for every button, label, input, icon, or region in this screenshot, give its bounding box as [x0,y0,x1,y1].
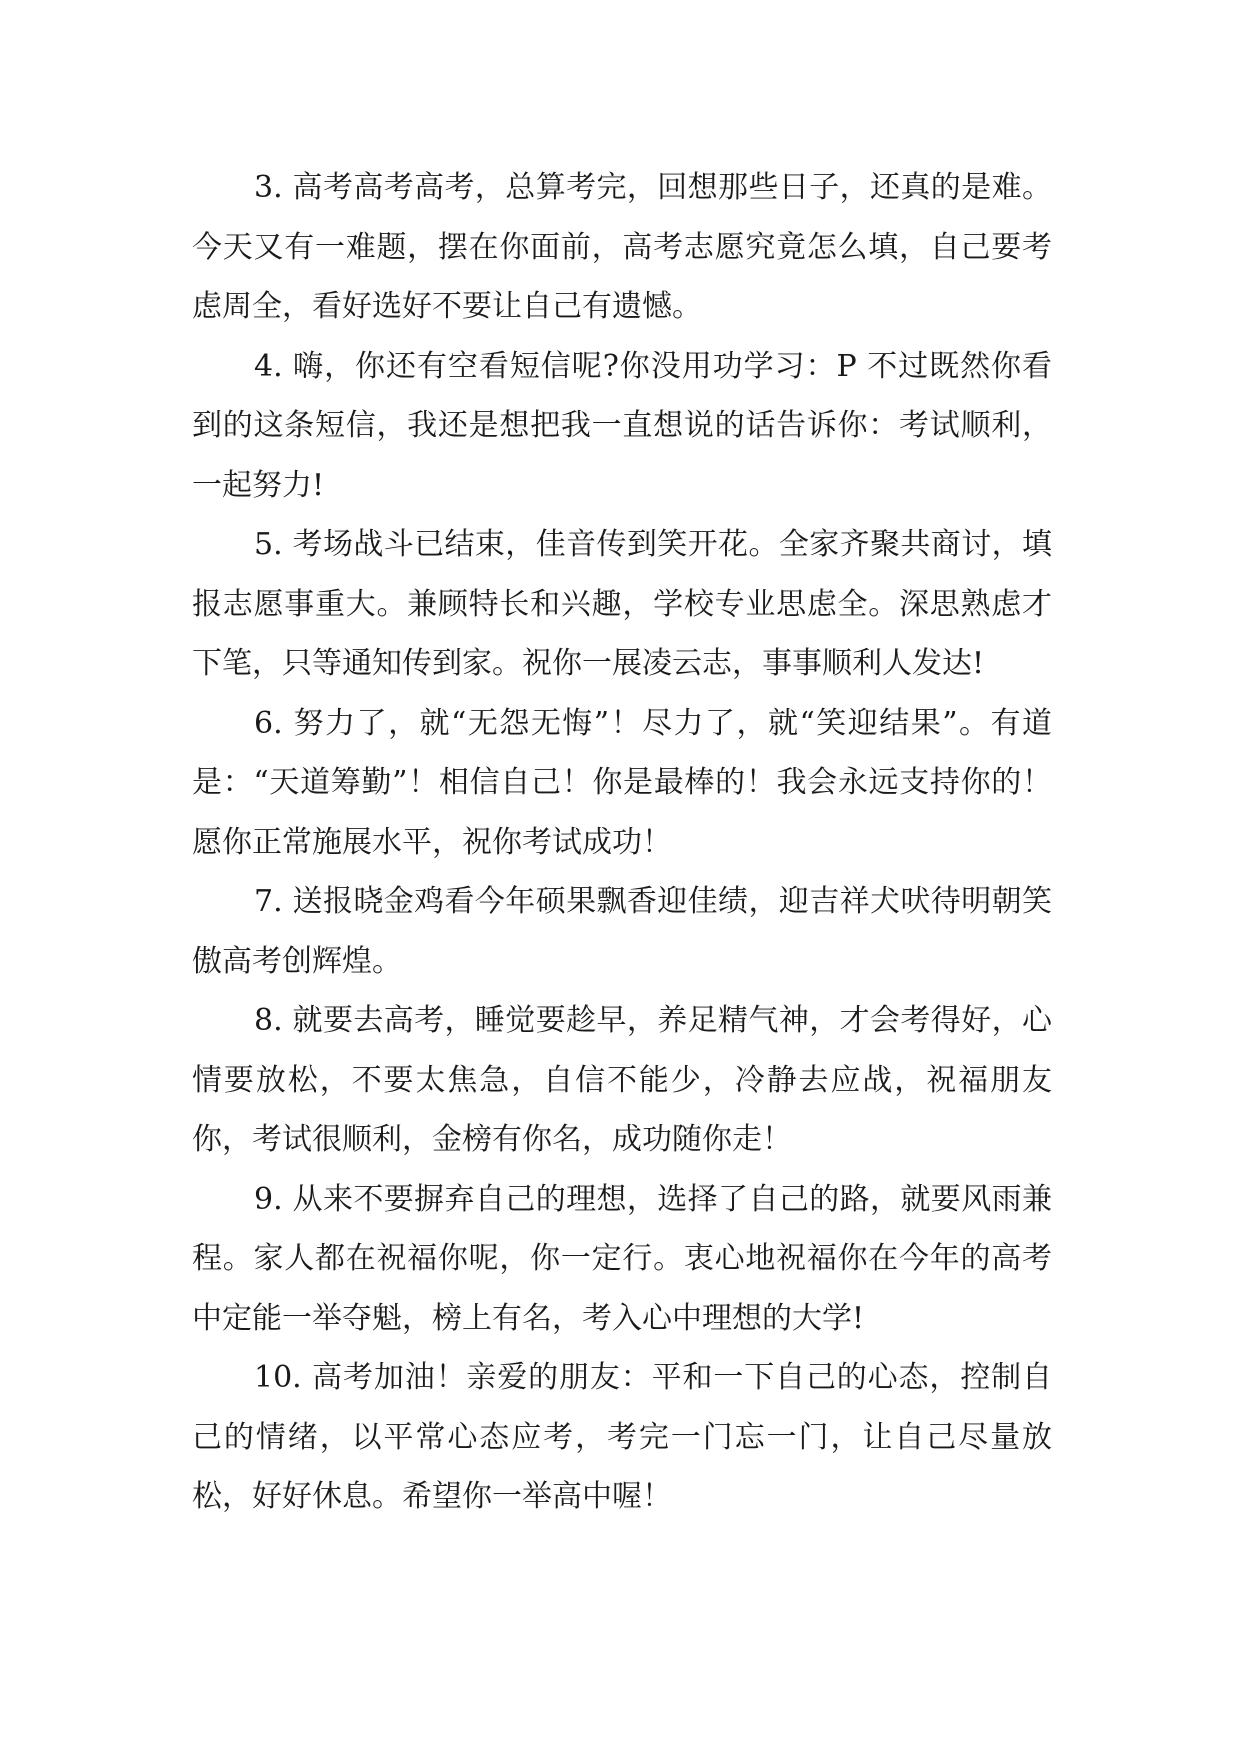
paragraph-4: 4. 嗨，你还有空看短信呢?你没用功学习：P 不过既然你看到的这条短信，我还是想把我一直想说的话告诉你：考试顺利，一起努力! [192,348,1052,503]
document-body [192,158,1052,1527]
paragraph-3: 3. 高考高考高考，总算考完，回想那些日子，还真的是难。今天又有一难题，摆在你面前，高考志愿究竟怎么填，自己要考虑周全，看好选好不要让自己有遗憾。 [192,170,1052,324]
paragraph-6: 6. 努力了，就“无怨无悔”！尽力了，就“笑迎结果”。有道是：“天道筹勤”！相信自己！你是最棒的！我会永远支持你的！愿你正常施展水平，祝你考试成功！ [192,705,1052,860]
paragraph-8: 8. 就要去高考，睡觉要趁早，养足精气神，才会考得好，心情要放松，不要太焦急，自信不能少，冷静去应战，祝福朋友你，考试很顺利，金榜有你名，成功随你走！ [192,1003,1052,1157]
paragraph-5: 5. 考场战斗已结束，佳音传到笑开花。全家齐聚共商讨，填报志愿事重大。兼顾特长和兴趣，学校专业思虑全。深思熟虑才下笔，只等通知传到家。祝你一展凌云志，事事顺利人发达! [192,527,1052,681]
paragraph-10: 10. 高考加油！亲爱的朋友：平和一下自己的心态，控制自己的情绪，以平常心态应考，考完一门忘一门，让自己尽量放松，好好休息。希望你一举高中喔！ [192,1360,1052,1514]
paragraph-9: 9. 从来不要摒弃自己的理想，选择了自己的路，就要风雨兼程。家人都在祝福你呢，你一定行。衷心地祝福你在今年的高考中定能一举夺魁，榜上有名，考入心中理想的大学! [192,1181,1052,1336]
paragraph-7: 7. 送报晓金鸡看今年硕果飘香迎佳绩，迎吉祥犬吠待明朝笑傲高考创辉煌。 [192,884,1052,979]
